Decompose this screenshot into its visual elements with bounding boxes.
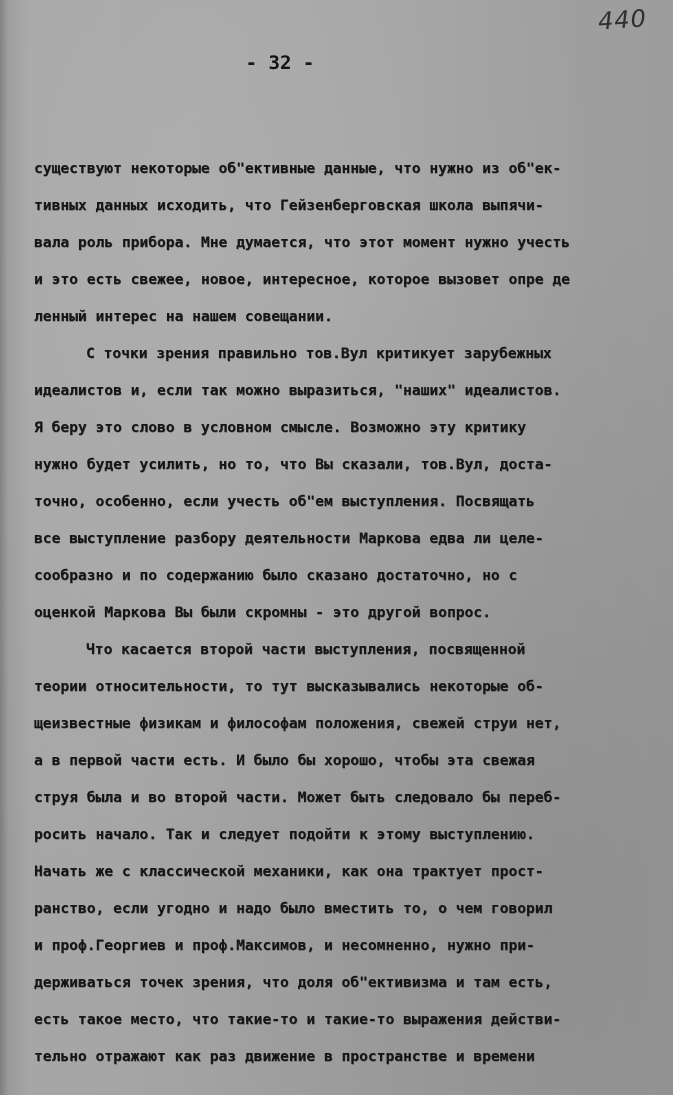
text-line: щеизвестные физикам и философам положения, свежей струи нет, [34, 715, 562, 732]
text-line: тивных данных исходить, что Гейзенберговская школа выпячи- [34, 197, 544, 214]
text-line: теории относительности, то тут высказывались некоторые об- [34, 678, 544, 695]
archive-page-number: 440 [597, 4, 648, 36]
text-line: держиваться точек зрения, что доля об"ективизма и там есть, [34, 974, 553, 991]
text-line: вала роль прибора. Мне думается, что этот момент нужно учесть [34, 234, 570, 251]
text-line: точно, особенно, если учесть об"ем выступления. Посвящать [34, 493, 535, 510]
text-line: идеалистов и, если так можно выразиться, "наших" идеалистов. [34, 382, 562, 399]
text-line: ленный интерес на нашем совещании. [34, 308, 333, 325]
document-body [34, 150, 673, 1075]
text-line: нужно будет усилить, но то, что Вы сказали, тов.Вул, доста- [34, 456, 553, 473]
text-line: струя была и во второй части. Может быть следовало бы переб- [34, 789, 562, 806]
text-line: Что касается второй части выступления, посвященной [86, 641, 526, 658]
page-number: - 32 - [245, 52, 315, 74]
text-line: Начать же с классической механики, как она трактует прост- [34, 863, 544, 880]
text-line: сообразно и по содержанию было сказано достаточно, но с [34, 567, 518, 584]
text-line: оценкой Маркова Вы были скромны - это другой вопрос. [34, 604, 491, 621]
text-line: Я беру это слово в условном смысле. Возможно эту критику [34, 419, 527, 436]
text-line: и это есть свежее, новое, интересное, которое вызовет опре де [34, 271, 570, 288]
text-line: все выступление разбору деятельности Маркова едва ли целе- [34, 530, 544, 547]
text-line: тельно отражают как раз движение в пространстве и времени [34, 1048, 535, 1065]
text-line: С точки зрения правильно тов.Вул критикует зарубежных [86, 345, 552, 362]
text-line: и проф.Георгиев и проф.Максимов, и несомненно, нужно при- [34, 937, 535, 954]
text-line: ранство, если угодно и надо было вместить то, о чем говорил [34, 900, 553, 917]
text-line: а в первой части есть. И было бы хорошо, чтобы эта свежая [34, 752, 535, 769]
text-line: есть такое место, что такие-то и такие-то выражения действи- [34, 1011, 562, 1028]
text-line: росить начало. Так и следует подойти к этому выступлению. [34, 826, 535, 843]
text-line: существуют некоторые об"ективные данные, что нужно из об"ек- [34, 160, 562, 177]
